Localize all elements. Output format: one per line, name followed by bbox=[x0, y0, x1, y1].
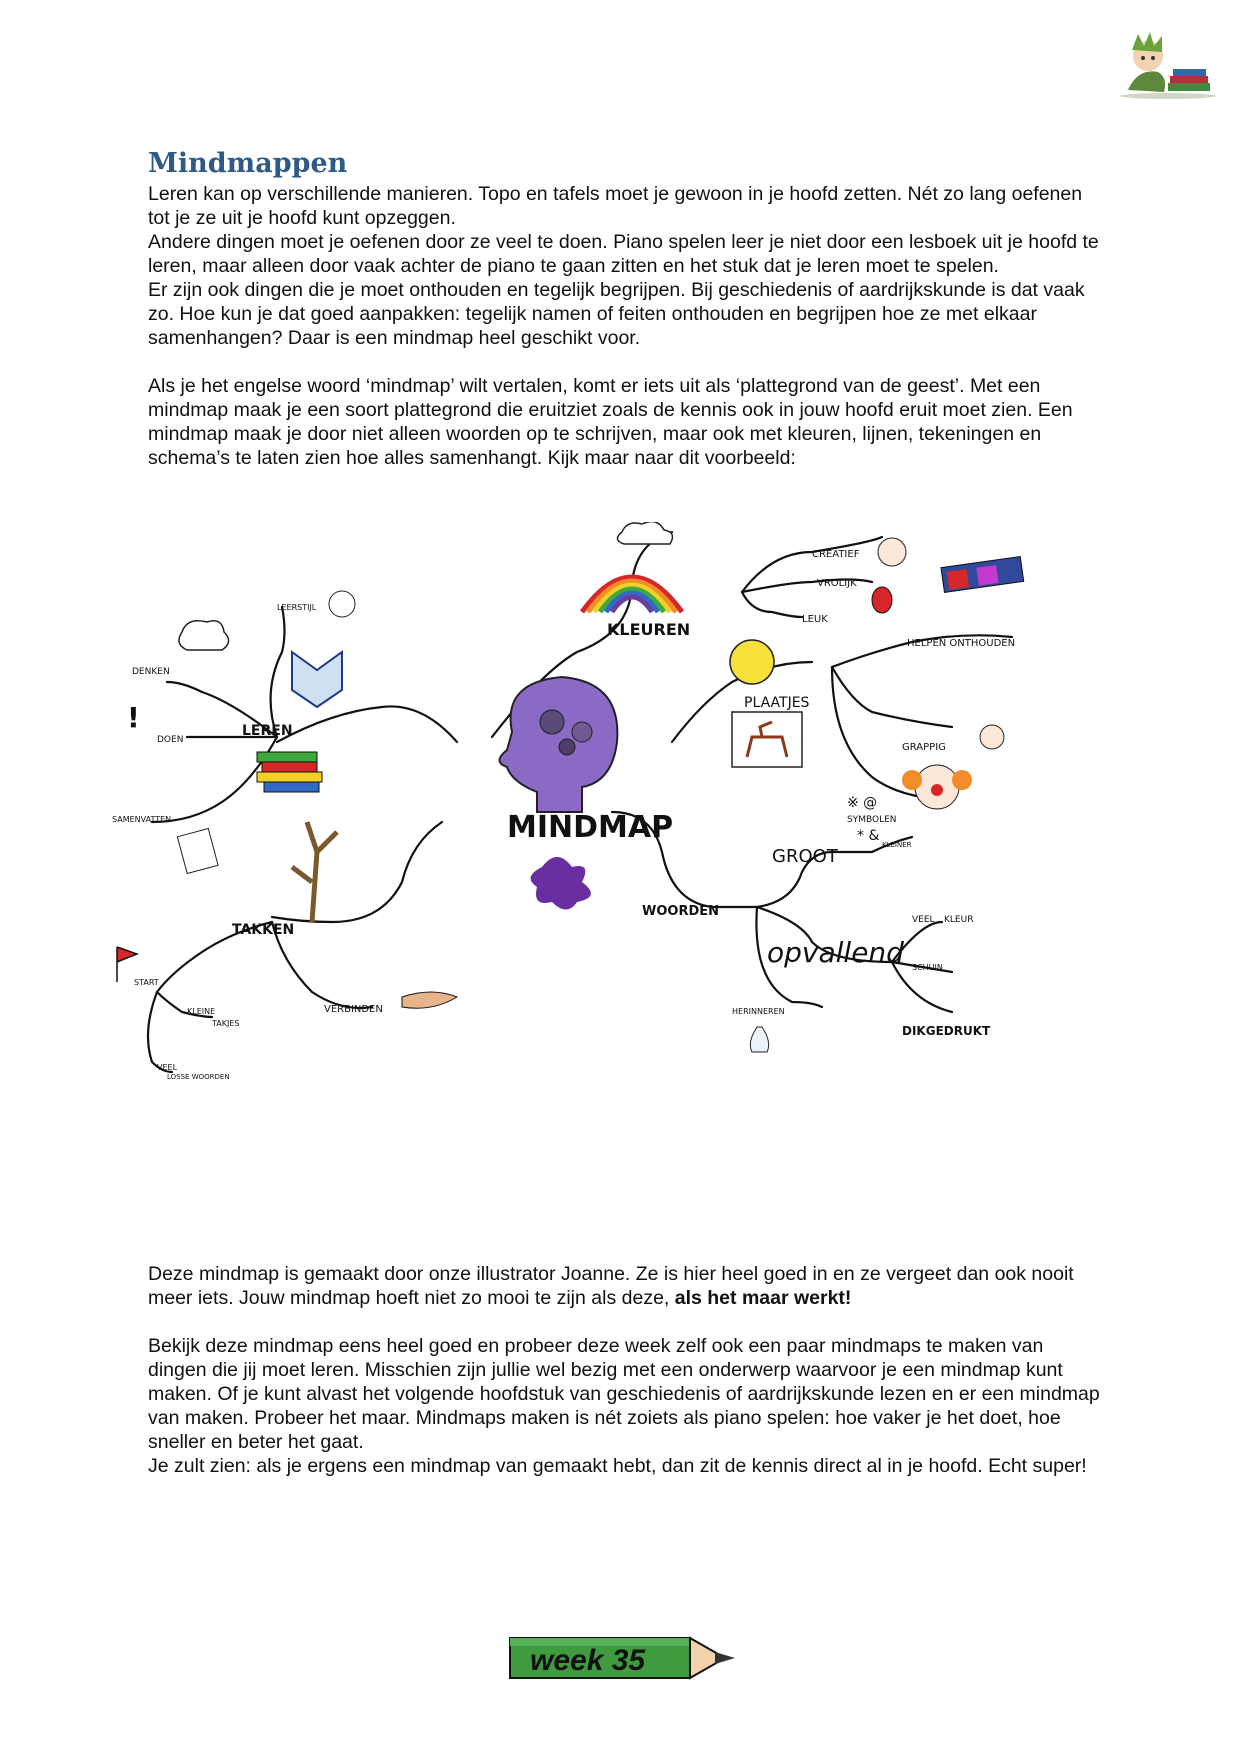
branch-line-leren bbox=[277, 706, 457, 742]
svg-text:KLEINE: KLEINE bbox=[187, 1007, 216, 1016]
svg-text:opvallend: opvallend bbox=[767, 936, 904, 969]
svg-text:LEUK: LEUK bbox=[802, 614, 828, 625]
books-stack bbox=[257, 752, 322, 792]
svg-text:VROLIJK: VROLIJK bbox=[817, 578, 857, 589]
svg-text:DOEN: DOEN bbox=[157, 735, 184, 745]
svg-text:SCHUIN: SCHUIN bbox=[912, 963, 943, 972]
svg-text:!: ! bbox=[127, 701, 140, 734]
intro-paragraph-1: Leren kan op verschillende manieren. Topo en tafels moet je gewoon in je hoofd zetten. Nét zo lang oefenen tot je ze uit je hoofd kunt opzeggen. bbox=[148, 183, 1083, 229]
svg-text:DIKGEDRUKT: DIKGEDRUKT bbox=[902, 1024, 991, 1038]
intro-paragraph-3: Er zijn ook dingen die je moet onthouden en tegelijk begrijpen. Bij geschiedenis of aardrijkskunde is dat vaak zo. Hoe kun je dat goed aanpakken: tegelijk namen of feiten onthouden en begrijpen hoe ze met elkaar samenhangen? Daar is een mindmap heel geschikt voor. bbox=[148, 279, 1085, 349]
svg-text:CREATIEF: CREATIEF bbox=[812, 549, 860, 560]
svg-text:GROOT: GROOT bbox=[772, 846, 838, 867]
svg-text:VERBINDEN: VERBINDEN bbox=[324, 1004, 383, 1015]
svg-text:LEREN: LEREN bbox=[242, 723, 293, 739]
svg-text:TAKJES: TAKJES bbox=[212, 1019, 240, 1028]
svg-text:WOORDEN: WOORDEN bbox=[642, 904, 720, 919]
svg-text:DENKEN: DENKEN bbox=[132, 667, 170, 677]
svg-text:KLEUREN: KLEUREN bbox=[607, 620, 691, 639]
intro-paragraph-4: Als je het engelse woord ‘mindmap’ wilt vertalen, komt er iets uit als ‘plattegrond van de geest’. Met een mindmap maak je een soort plattegrond die eruitziet zoals de kennis ook in jouw hoofd eruit moet zien. Een mindmap maak je door niet alleen woorden op te schrijven, maar ook met kleuren, lijnen, tekeningen en schema’s te laten zien hoe alles samenhangt. Kijk maar naar dit voorbeeld: bbox=[148, 375, 1073, 469]
week-pencil-badge bbox=[505, 1628, 745, 1688]
intro-paragraph-2: Andere dingen moet je oefenen door ze veel te doen. Piano spelen leer je niet door een lesboek uit je hoofd te leren, maar alleen door vaak achter de piano te gaan zitten en het stuk dat je leren moet te spelen. bbox=[148, 231, 1099, 277]
center-label: MINDMAP bbox=[507, 810, 674, 845]
ink-splash bbox=[531, 857, 591, 910]
svg-text:※ @: ※ @ bbox=[847, 795, 878, 811]
rainbow-drawing bbox=[582, 577, 682, 612]
outro-emphasis: als het maar werkt! bbox=[674, 1287, 852, 1309]
intro-section bbox=[148, 148, 1103, 470]
mindmap-illustration bbox=[112, 522, 1122, 1222]
outro-section bbox=[148, 1262, 1103, 1478]
svg-text:HELPEN ONTHOUDEN: HELPEN ONTHOUDEN bbox=[907, 638, 1016, 649]
svg-text:LEERSTIJL: LEERSTIJL bbox=[277, 603, 317, 612]
week-label: week 35 bbox=[530, 1644, 646, 1677]
boy-reading-illustration bbox=[1118, 28, 1218, 100]
svg-text:VEEL: VEEL bbox=[157, 1063, 178, 1072]
outro-paragraph-3: Je zult zien: als je ergens een mindmap van gemaakt hebt, dan zit de kennis direct al in je hoofd. Echt super! bbox=[148, 1455, 1087, 1477]
page-title: Mindmappen bbox=[148, 148, 348, 179]
svg-text:VEEL: VEEL bbox=[912, 915, 935, 925]
svg-text:TAKKEN: TAKKEN bbox=[232, 922, 295, 938]
svg-text:* &: * & bbox=[857, 828, 880, 844]
svg-text:SAMENVATTEN: SAMENVATTEN bbox=[112, 815, 172, 824]
svg-text:KLEINER: KLEINER bbox=[882, 841, 912, 849]
svg-text:SYMBOLEN: SYMBOLEN bbox=[847, 815, 897, 825]
svg-text:LOSSE WOORDEN: LOSSE WOORDEN bbox=[167, 1073, 230, 1081]
svg-text:GRAPPIG: GRAPPIG bbox=[902, 742, 946, 753]
head-illustration bbox=[500, 677, 618, 812]
svg-text:HERINNEREN: HERINNEREN bbox=[732, 1007, 785, 1016]
svg-text:KLEUR: KLEUR bbox=[944, 915, 974, 925]
svg-text:PLAATJES: PLAATJES bbox=[744, 695, 810, 711]
svg-text:START: START bbox=[134, 978, 159, 987]
outro-paragraph-1: Deze mindmap is gemaakt door onze illustrator Joanne. Ze is hier heel goed in en ze vergeet dan ook nooit meer iets. Jouw mindmap hoeft niet zo mooi te zijn als deze, als het maar werkt! bbox=[148, 1263, 1074, 1309]
outro-paragraph-2: Bekijk deze mindmap eens heel goed en probeer deze week zelf ook een paar mindmaps te maken van dingen die jij moet leren. Misschien zijn jullie wel bezig met een onderwerp waarvoor je een mindmap kunt maken. Of je kunt alvast het volgende hoofdstuk van geschiedenis of aardrijkskunde lezen en er een mindmap van maken. Probeer het maar. Mindmaps maken is nét zoiets als piano spelen: hoe vaker je het doet, hoe sneller en beter het gaat. bbox=[148, 1335, 1100, 1453]
